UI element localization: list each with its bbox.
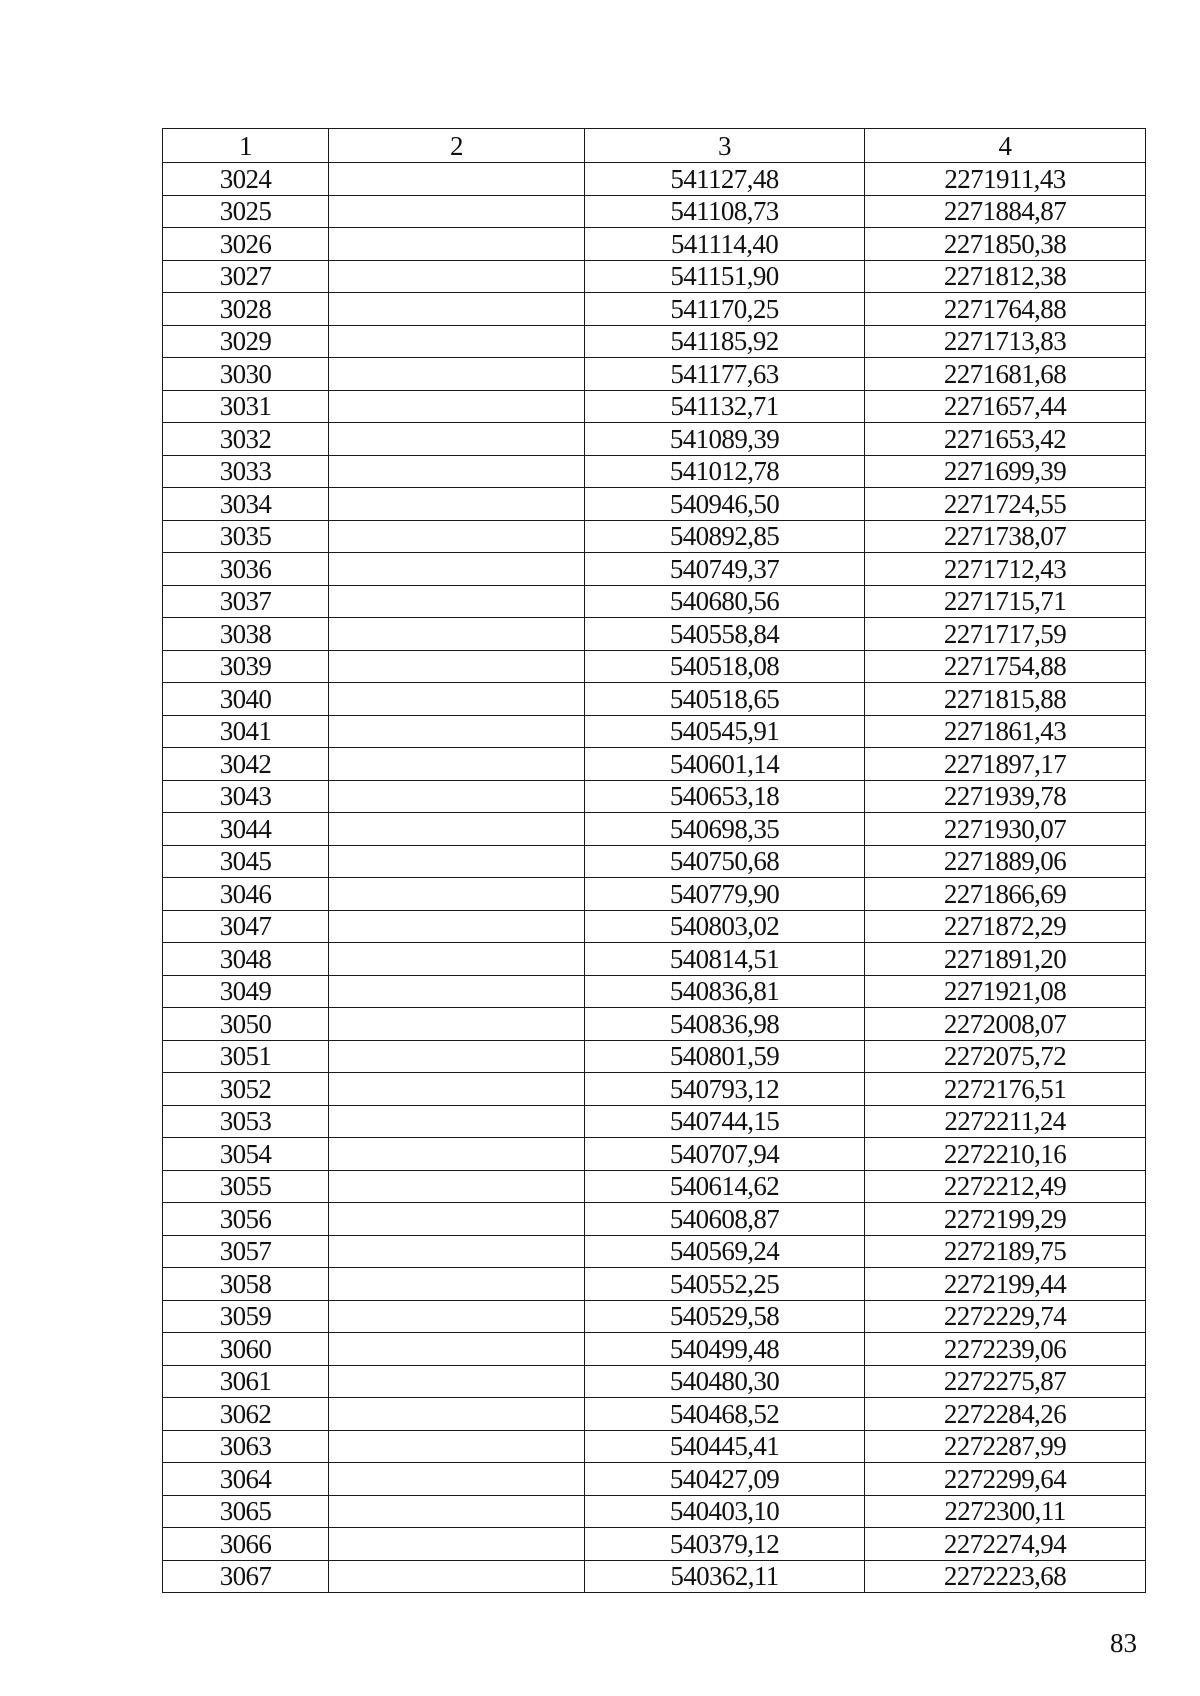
table-row <box>163 1105 1146 1138</box>
empty-cell <box>329 1138 585 1171</box>
empty-cell <box>329 1463 585 1496</box>
empty-cell <box>329 390 585 423</box>
table-row <box>163 1463 1146 1496</box>
y-coordinate-cell: 2271657,44 <box>865 390 1146 423</box>
y-coordinate-cell: 2271939,78 <box>865 780 1146 813</box>
x-coordinate-cell: 540653,18 <box>585 780 865 813</box>
empty-cell <box>329 650 585 683</box>
table-row <box>163 878 1146 911</box>
x-coordinate-cell: 540793,12 <box>585 1073 865 1106</box>
empty-cell <box>329 163 585 196</box>
y-coordinate-cell: 2271866,69 <box>865 878 1146 911</box>
x-coordinate-cell: 541108,73 <box>585 195 865 228</box>
y-coordinate-cell: 2271738,07 <box>865 520 1146 553</box>
table-row <box>163 1560 1146 1593</box>
x-coordinate-cell: 540362,11 <box>585 1560 865 1593</box>
empty-cell <box>329 1040 585 1073</box>
empty-cell <box>329 1398 585 1431</box>
x-coordinate-cell: 540698,35 <box>585 813 865 846</box>
x-coordinate-cell: 540379,12 <box>585 1528 865 1561</box>
table-row <box>163 1008 1146 1041</box>
table-row <box>163 163 1146 196</box>
x-coordinate-cell: 541177,63 <box>585 358 865 391</box>
empty-cell <box>329 195 585 228</box>
x-coordinate-cell: 540569,24 <box>585 1235 865 1268</box>
empty-cell <box>329 618 585 651</box>
y-coordinate-cell: 2271815,88 <box>865 683 1146 716</box>
x-coordinate-cell: 540836,81 <box>585 975 865 1008</box>
point-number-cell: 3025 <box>163 195 329 228</box>
point-number-cell: 3036 <box>163 553 329 586</box>
table-row <box>163 1365 1146 1398</box>
point-number-cell: 3045 <box>163 845 329 878</box>
point-number-cell: 3044 <box>163 813 329 846</box>
point-number-cell: 3056 <box>163 1203 329 1236</box>
table-row <box>163 1398 1146 1431</box>
table-row <box>163 260 1146 293</box>
table-row <box>163 943 1146 976</box>
y-coordinate-cell: 2272223,68 <box>865 1560 1146 1593</box>
x-coordinate-cell: 540608,87 <box>585 1203 865 1236</box>
x-coordinate-cell: 541114,40 <box>585 228 865 261</box>
empty-cell <box>329 813 585 846</box>
x-coordinate-cell: 540836,98 <box>585 1008 865 1041</box>
y-coordinate-cell: 2272176,51 <box>865 1073 1146 1106</box>
point-number-cell: 3067 <box>163 1560 329 1593</box>
point-number-cell: 3042 <box>163 748 329 781</box>
y-coordinate-cell: 2271764,88 <box>865 293 1146 326</box>
point-number-cell: 3051 <box>163 1040 329 1073</box>
empty-cell <box>329 228 585 261</box>
table-row <box>163 748 1146 781</box>
table-row <box>163 975 1146 1008</box>
y-coordinate-cell: 2272275,87 <box>865 1365 1146 1398</box>
y-coordinate-cell: 2271891,20 <box>865 943 1146 976</box>
point-number-cell: 3057 <box>163 1235 329 1268</box>
x-coordinate-cell: 540558,84 <box>585 618 865 651</box>
empty-cell <box>329 1203 585 1236</box>
column-header-2: 2 <box>329 129 585 163</box>
table-row <box>163 1528 1146 1561</box>
empty-cell <box>329 1008 585 1041</box>
table-row <box>163 910 1146 943</box>
x-coordinate-cell: 541127,48 <box>585 163 865 196</box>
coordinates-table <box>162 128 1146 1593</box>
point-number-cell: 3054 <box>163 1138 329 1171</box>
y-coordinate-cell: 2272210,16 <box>865 1138 1146 1171</box>
empty-cell <box>329 1170 585 1203</box>
empty-cell <box>329 520 585 553</box>
x-coordinate-cell: 540946,50 <box>585 488 865 521</box>
table-row <box>163 325 1146 358</box>
empty-cell <box>329 878 585 911</box>
table-row <box>163 293 1146 326</box>
empty-cell <box>329 293 585 326</box>
x-coordinate-cell: 541089,39 <box>585 423 865 456</box>
x-coordinate-cell: 541185,92 <box>585 325 865 358</box>
x-coordinate-cell: 540749,37 <box>585 553 865 586</box>
table-row <box>163 1333 1146 1366</box>
point-number-cell: 3063 <box>163 1430 329 1463</box>
column-header-3: 3 <box>585 129 865 163</box>
y-coordinate-cell: 2271889,06 <box>865 845 1146 878</box>
empty-cell <box>329 1235 585 1268</box>
y-coordinate-cell: 2272287,99 <box>865 1430 1146 1463</box>
table-row <box>163 520 1146 553</box>
x-coordinate-cell: 540552,25 <box>585 1268 865 1301</box>
y-coordinate-cell: 2271715,71 <box>865 585 1146 618</box>
empty-cell <box>329 683 585 716</box>
x-coordinate-cell: 540814,51 <box>585 943 865 976</box>
table-row <box>163 195 1146 228</box>
y-coordinate-cell: 2271812,38 <box>865 260 1146 293</box>
x-coordinate-cell: 541132,71 <box>585 390 865 423</box>
x-coordinate-cell: 541012,78 <box>585 455 865 488</box>
table-row <box>163 618 1146 651</box>
empty-cell <box>329 1528 585 1561</box>
table-row <box>163 553 1146 586</box>
point-number-cell: 3066 <box>163 1528 329 1561</box>
x-coordinate-cell: 540750,68 <box>585 845 865 878</box>
y-coordinate-cell: 2272008,07 <box>865 1008 1146 1041</box>
x-coordinate-cell: 540680,56 <box>585 585 865 618</box>
point-number-cell: 3026 <box>163 228 329 261</box>
point-number-cell: 3033 <box>163 455 329 488</box>
table-row <box>163 813 1146 846</box>
y-coordinate-cell: 2272212,49 <box>865 1170 1146 1203</box>
x-coordinate-cell: 540529,58 <box>585 1300 865 1333</box>
point-number-cell: 3029 <box>163 325 329 358</box>
table-row <box>163 650 1146 683</box>
empty-cell <box>329 585 585 618</box>
point-number-cell: 3031 <box>163 390 329 423</box>
point-number-cell: 3040 <box>163 683 329 716</box>
empty-cell <box>329 1333 585 1366</box>
x-coordinate-cell: 541151,90 <box>585 260 865 293</box>
x-coordinate-cell: 540499,48 <box>585 1333 865 1366</box>
table-row <box>163 780 1146 813</box>
y-coordinate-cell: 2271724,55 <box>865 488 1146 521</box>
point-number-cell: 3027 <box>163 260 329 293</box>
y-coordinate-cell: 2271699,39 <box>865 455 1146 488</box>
empty-cell <box>329 1430 585 1463</box>
point-number-cell: 3049 <box>163 975 329 1008</box>
point-number-cell: 3048 <box>163 943 329 976</box>
table-row <box>163 1073 1146 1106</box>
table-header <box>163 129 1146 163</box>
point-number-cell: 3028 <box>163 293 329 326</box>
table-row <box>163 488 1146 521</box>
x-coordinate-cell: 540480,30 <box>585 1365 865 1398</box>
x-coordinate-cell: 540601,14 <box>585 748 865 781</box>
point-number-cell: 3035 <box>163 520 329 553</box>
point-number-cell: 3024 <box>163 163 329 196</box>
empty-cell <box>329 910 585 943</box>
y-coordinate-cell: 2271911,43 <box>865 163 1146 196</box>
empty-cell <box>329 1268 585 1301</box>
table-row <box>163 1268 1146 1301</box>
y-coordinate-cell: 2271754,88 <box>865 650 1146 683</box>
table-row <box>163 1040 1146 1073</box>
y-coordinate-cell: 2272300,11 <box>865 1495 1146 1528</box>
empty-cell <box>329 975 585 1008</box>
y-coordinate-cell: 2271681,68 <box>865 358 1146 391</box>
point-number-cell: 3053 <box>163 1105 329 1138</box>
empty-cell <box>329 780 585 813</box>
point-number-cell: 3038 <box>163 618 329 651</box>
table-row <box>163 1430 1146 1463</box>
table-body <box>163 163 1146 1593</box>
empty-cell <box>329 1073 585 1106</box>
empty-cell <box>329 1365 585 1398</box>
column-header-1: 1 <box>163 129 329 163</box>
y-coordinate-cell: 2271884,87 <box>865 195 1146 228</box>
x-coordinate-cell: 540445,41 <box>585 1430 865 1463</box>
x-coordinate-cell: 540707,94 <box>585 1138 865 1171</box>
y-coordinate-cell: 2271861,43 <box>865 715 1146 748</box>
table-row <box>163 1235 1146 1268</box>
point-number-cell: 3034 <box>163 488 329 521</box>
x-coordinate-cell: 540468,52 <box>585 1398 865 1431</box>
empty-cell <box>329 325 585 358</box>
point-number-cell: 3052 <box>163 1073 329 1106</box>
point-number-cell: 3060 <box>163 1333 329 1366</box>
table-row <box>163 1203 1146 1236</box>
point-number-cell: 3030 <box>163 358 329 391</box>
table-row <box>163 228 1146 261</box>
x-coordinate-cell: 540518,65 <box>585 683 865 716</box>
y-coordinate-cell: 2271653,42 <box>865 423 1146 456</box>
point-number-cell: 3046 <box>163 878 329 911</box>
table-row <box>163 1170 1146 1203</box>
y-coordinate-cell: 2271921,08 <box>865 975 1146 1008</box>
y-coordinate-cell: 2272274,94 <box>865 1528 1146 1561</box>
table-row <box>163 1300 1146 1333</box>
y-coordinate-cell: 2271713,83 <box>865 325 1146 358</box>
empty-cell <box>329 845 585 878</box>
empty-cell <box>329 423 585 456</box>
empty-cell <box>329 715 585 748</box>
y-coordinate-cell: 2272229,74 <box>865 1300 1146 1333</box>
empty-cell <box>329 943 585 976</box>
table-row <box>163 845 1146 878</box>
table-row <box>163 358 1146 391</box>
empty-cell <box>329 1560 585 1593</box>
x-coordinate-cell: 540427,09 <box>585 1463 865 1496</box>
x-coordinate-cell: 540801,59 <box>585 1040 865 1073</box>
y-coordinate-cell: 2271897,17 <box>865 748 1146 781</box>
point-number-cell: 3062 <box>163 1398 329 1431</box>
y-coordinate-cell: 2271850,38 <box>865 228 1146 261</box>
empty-cell <box>329 260 585 293</box>
empty-cell <box>329 1495 585 1528</box>
point-number-cell: 3064 <box>163 1463 329 1496</box>
y-coordinate-cell: 2272211,24 <box>865 1105 1146 1138</box>
x-coordinate-cell: 540803,02 <box>585 910 865 943</box>
point-number-cell: 3059 <box>163 1300 329 1333</box>
y-coordinate-cell: 2271717,59 <box>865 618 1146 651</box>
x-coordinate-cell: 540744,15 <box>585 1105 865 1138</box>
table-row <box>163 1495 1146 1528</box>
x-coordinate-cell: 540892,85 <box>585 520 865 553</box>
x-coordinate-cell: 540614,62 <box>585 1170 865 1203</box>
y-coordinate-cell: 2271872,29 <box>865 910 1146 943</box>
x-coordinate-cell: 540403,10 <box>585 1495 865 1528</box>
point-number-cell: 3061 <box>163 1365 329 1398</box>
empty-cell <box>329 1300 585 1333</box>
y-coordinate-cell: 2272284,26 <box>865 1398 1146 1431</box>
y-coordinate-cell: 2272299,64 <box>865 1463 1146 1496</box>
table-row <box>163 585 1146 618</box>
point-number-cell: 3037 <box>163 585 329 618</box>
table-row <box>163 1138 1146 1171</box>
point-number-cell: 3047 <box>163 910 329 943</box>
point-number-cell: 3039 <box>163 650 329 683</box>
point-number-cell: 3041 <box>163 715 329 748</box>
point-number-cell: 3043 <box>163 780 329 813</box>
y-coordinate-cell: 2271930,07 <box>865 813 1146 846</box>
x-coordinate-cell: 540518,08 <box>585 650 865 683</box>
table-row <box>163 715 1146 748</box>
page-number: 83 <box>1110 1628 1137 1658</box>
point-number-cell: 3065 <box>163 1495 329 1528</box>
y-coordinate-cell: 2272189,75 <box>865 1235 1146 1268</box>
header-row <box>163 129 1146 163</box>
x-coordinate-cell: 541170,25 <box>585 293 865 326</box>
point-number-cell: 3032 <box>163 423 329 456</box>
empty-cell <box>329 1105 585 1138</box>
x-coordinate-cell: 540545,91 <box>585 715 865 748</box>
empty-cell <box>329 455 585 488</box>
table-row <box>163 683 1146 716</box>
point-number-cell: 3050 <box>163 1008 329 1041</box>
x-coordinate-cell: 540779,90 <box>585 878 865 911</box>
empty-cell <box>329 748 585 781</box>
empty-cell <box>329 488 585 521</box>
y-coordinate-cell: 2272239,06 <box>865 1333 1146 1366</box>
point-number-cell: 3058 <box>163 1268 329 1301</box>
point-number-cell: 3055 <box>163 1170 329 1203</box>
y-coordinate-cell: 2271712,43 <box>865 553 1146 586</box>
empty-cell <box>329 358 585 391</box>
table-row <box>163 455 1146 488</box>
y-coordinate-cell: 2272199,29 <box>865 1203 1146 1236</box>
y-coordinate-cell: 2272199,44 <box>865 1268 1146 1301</box>
empty-cell <box>329 553 585 586</box>
y-coordinate-cell: 2272075,72 <box>865 1040 1146 1073</box>
table-row <box>163 423 1146 456</box>
table-row <box>163 390 1146 423</box>
column-header-4: 4 <box>865 129 1146 163</box>
